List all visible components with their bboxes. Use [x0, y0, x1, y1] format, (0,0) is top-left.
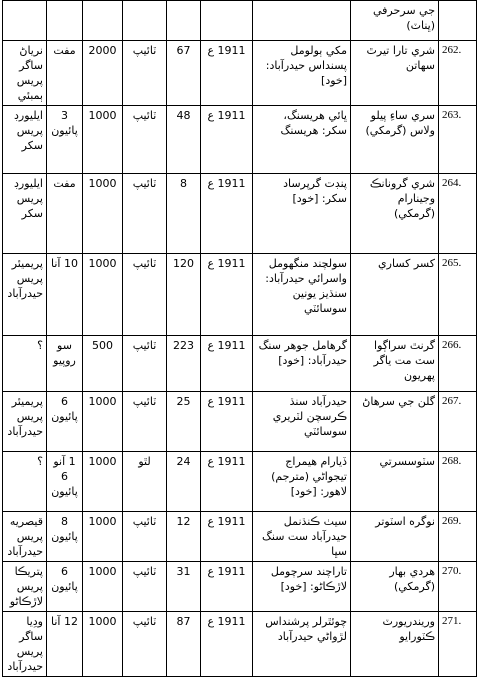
table-row: [3, 1, 477, 41]
number-cell: 271.: [439, 612, 477, 677]
title-cell: هردي بهار (گرمکي): [351, 562, 439, 612]
author-cell: حيدرآباد سنڌ ڪرسچن لٽريري سوسائٽي: [253, 392, 351, 452]
pages-cell: 120: [167, 254, 201, 336]
title-cell: سري ساءِ پيلو ولاس (گرمکي): [351, 106, 439, 174]
author-cell: ڀائي هريسنگ، سکر: هريسنگ: [253, 106, 351, 174]
copies-cell: 500: [83, 336, 123, 392]
pages-cell: 48: [167, 106, 201, 174]
table-row: [3, 392, 477, 452]
year-cell: 1911 ع: [201, 512, 253, 562]
type-cell: ٽائيپ: [123, 41, 167, 106]
pages-cell: 12: [167, 512, 201, 562]
title-cell: شري گرونانڪ وجينارام (گرمکي): [351, 174, 439, 254]
author-cell: چوئٿرلر پرشنداس لڙواڻي حيدرآباد: [253, 612, 351, 677]
title-cell: گرنٿ سراڳوا سٽ مت ياگر پهريون: [351, 336, 439, 392]
year-cell: 1911 ع: [201, 452, 253, 512]
title-cell: سٽوسسرتي: [351, 452, 439, 512]
number-cell: [439, 1, 477, 41]
year-cell: 1911 ع: [201, 174, 253, 254]
price-cell: مفت: [47, 174, 83, 254]
copies-cell: [83, 1, 123, 41]
press-cell: قيصريه پريس حيدرآباد: [3, 512, 47, 562]
title-cell: کسر کساري: [351, 254, 439, 336]
price-cell: 6 پائيون: [47, 562, 83, 612]
number-cell: 263.: [439, 106, 477, 174]
number-cell: 268.: [439, 452, 477, 512]
price-cell: [47, 1, 83, 41]
year-cell: 1911 ع: [201, 336, 253, 392]
copies-cell: 2000: [83, 41, 123, 106]
type-cell: ٽائيپ: [123, 174, 167, 254]
copies-cell: 1000: [83, 512, 123, 562]
pages-cell: 87: [167, 612, 201, 677]
number-cell: 270.: [439, 562, 477, 612]
type-cell: ٽائيپ: [123, 106, 167, 174]
table-row: [3, 174, 477, 254]
title-cell: وريندريورٽ ڪٽورايو: [351, 612, 439, 677]
table-row: [3, 336, 477, 392]
copies-cell: 1000: [83, 452, 123, 512]
year-cell: [201, 1, 253, 41]
year-cell: 1911 ع: [201, 612, 253, 677]
bibliography-table: [2, 0, 477, 677]
press-cell: ايليورڊ پريس سکر: [3, 174, 47, 254]
press-cell: [3, 1, 47, 41]
pages-cell: 24: [167, 452, 201, 512]
press-cell: ؟: [3, 452, 47, 512]
year-cell: 1911 ع: [201, 106, 253, 174]
price-cell: 10 آنا: [47, 254, 83, 336]
copies-cell: 1000: [83, 106, 123, 174]
number-cell: 266.: [439, 336, 477, 392]
title-cell: نوگره اسٽوتر: [351, 512, 439, 562]
price-cell: 1 آنو 6 پائيون: [47, 452, 83, 512]
year-cell: 1911 ع: [201, 562, 253, 612]
author-cell: [253, 1, 351, 41]
title-cell: جي سرحرفي (ڀناٽ): [351, 1, 439, 41]
author-cell: تاراچند سرچومل لاڙڪاڻو: [خود]: [253, 562, 351, 612]
type-cell: ٽائيپ: [123, 512, 167, 562]
type-cell: ٽائيپ: [123, 254, 167, 336]
copies-cell: 1000: [83, 392, 123, 452]
price-cell: 6 پائيون: [47, 392, 83, 452]
type-cell: ٽائيپ: [123, 336, 167, 392]
copies-cell: 1000: [83, 562, 123, 612]
type-cell: [123, 1, 167, 41]
type-cell: لٿو: [123, 452, 167, 512]
type-cell: ٽائيپ: [123, 392, 167, 452]
copies-cell: 1000: [83, 174, 123, 254]
table-row: [3, 106, 477, 174]
author-cell: گرهامل جوهر سنگ حيدرآباد: [خود]: [253, 336, 351, 392]
press-cell: ؟: [3, 336, 47, 392]
title-cell: شري تارا تيرٿ سهاتن: [351, 41, 439, 106]
price-cell: 12 آنا: [47, 612, 83, 677]
price-cell: 3 پائيون: [47, 106, 83, 174]
year-cell: 1911 ع: [201, 392, 253, 452]
pages-cell: 8: [167, 174, 201, 254]
press-cell: ودِيا ساگر پريس حيدرآباد: [3, 612, 47, 677]
pages-cell: 67: [167, 41, 201, 106]
year-cell: 1911 ع: [201, 254, 253, 336]
table-row: [3, 562, 477, 612]
year-cell: 1911 ع: [201, 41, 253, 106]
press-cell: نرياڻ ساگر پريس ٻمبئي: [3, 41, 47, 106]
author-cell: پنڊت گرپرساد سکر: [خود]: [253, 174, 351, 254]
copies-cell: 1000: [83, 254, 123, 336]
price-cell: 8 پائيون: [47, 512, 83, 562]
author-cell: سولچند منگهومل واسرائي حيدرآباد: سنڌيز يونين سوسائٽي: [253, 254, 351, 336]
number-cell: 265.: [439, 254, 477, 336]
number-cell: 269.: [439, 512, 477, 562]
title-cell: گلن جي سرهاڻ: [351, 392, 439, 452]
copies-cell: 1000: [83, 612, 123, 677]
price-cell: سو روپيو: [47, 336, 83, 392]
pages-cell: 223: [167, 336, 201, 392]
table-row: [3, 452, 477, 512]
table-row: [3, 612, 477, 677]
author-cell: سيٺ ڪنڌنمل حيدرآباد ست سنگ سڀا: [253, 512, 351, 562]
price-cell: مفت: [47, 41, 83, 106]
press-cell: پريميئر پريس حيدرآباد: [3, 392, 47, 452]
number-cell: 264.: [439, 174, 477, 254]
table-row: [3, 512, 477, 562]
table-body: [3, 1, 477, 677]
press-cell: پتريڪا پريس لاڙڪاڻو: [3, 562, 47, 612]
pages-cell: [167, 1, 201, 41]
table-row: [3, 41, 477, 106]
pages-cell: 31: [167, 562, 201, 612]
author-cell: مکي ٻولومل پسنداس حيدرآباد: [خود]: [253, 41, 351, 106]
table-row: [3, 254, 477, 336]
number-cell: 267.: [439, 392, 477, 452]
author-cell: ڏيارام هيمراج تيجواڻي (مترجم) لاهور: [خود]: [253, 452, 351, 512]
press-cell: پريميئر پريس حيدرآباد: [3, 254, 47, 336]
type-cell: ٽائيپ: [123, 612, 167, 677]
press-cell: ايليورڊ پريس سکر: [3, 106, 47, 174]
pages-cell: 25: [167, 392, 201, 452]
type-cell: ٽائيپ: [123, 562, 167, 612]
number-cell: 262.: [439, 41, 477, 106]
